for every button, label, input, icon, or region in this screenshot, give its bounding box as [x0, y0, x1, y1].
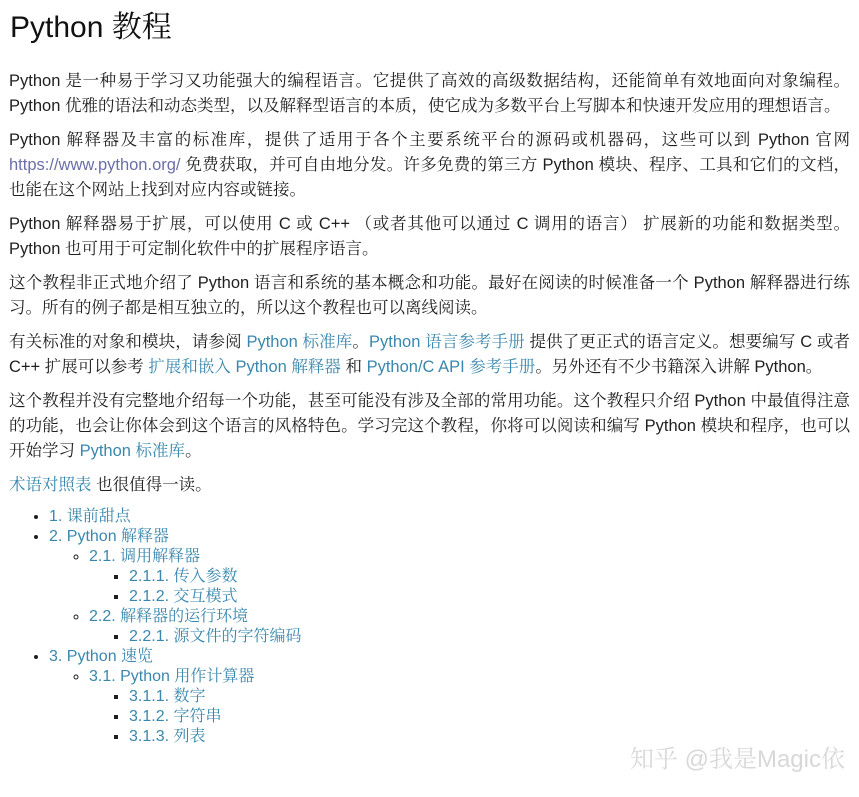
toc-item: [49, 507, 850, 527]
extending-embedding-link[interactable]: 扩展和嵌入 Python 解释器: [148, 358, 341, 376]
zhihu-watermark: 知乎 @我是Magic依: [629, 746, 845, 773]
toc-item: [129, 567, 850, 587]
toc-item: [129, 627, 850, 647]
paragraph-intro: [9, 69, 850, 119]
stdlib-link[interactable]: Python 标准库: [246, 333, 353, 351]
toc-link-numbers[interactable]: 3.1.1. 数字: [129, 688, 206, 705]
toc-item: [89, 547, 850, 607]
python-website-link[interactable]: https://www.python.org/: [9, 156, 181, 174]
paragraph-text: Python 解释器易于扩展，可以使用 C 或 C++ （或者其他可以通过 C 调用的语言） 扩展新的功能和数据类型。Python 也可用于可定制化软件中的扩展程序语言。: [9, 215, 850, 258]
toc-link-source-encoding[interactable]: 2.2.1. 源文件的字符编码: [129, 628, 302, 645]
paragraph-coverage: [9, 389, 850, 464]
paragraph-text: 提供了更正式的语言定义。想要编写 C 或者 C++ 扩展可以参考: [9, 333, 850, 376]
toc-item: [49, 527, 850, 647]
paragraph-extensibility: [9, 212, 850, 262]
toc-level-2: [49, 547, 850, 647]
toc-level-3: [89, 687, 850, 747]
toc-item: [129, 687, 850, 707]
paragraph-text: Python 是一种易于学习又功能强大的编程语言。它提供了高效的高级数据结构，还能简单有效地面向对象编程。Python 优雅的语法和动态类型，以及解释型语言的本质，使它成为多数平台上写脚本和快速开发应用的理想语言。: [9, 72, 850, 115]
toc-item: [89, 607, 850, 647]
toc-link-informal-intro[interactable]: 3. Python 速览: [49, 648, 154, 665]
toc-link-calculator[interactable]: 3.1. Python 用作计算器: [89, 668, 255, 685]
toc-link-environment[interactable]: 2.2. 解释器的运行环境: [89, 608, 249, 625]
paragraph-text: 。: [185, 442, 202, 460]
paragraph-text: 免费获取，并可自由地分发。许多免费的第三方 Python 模块、程序、工具和它们的文档，也能在这个网站上找到对应内容或链接。: [9, 156, 850, 199]
paragraph-text: 。另外还有不少书籍深入讲解 Python。: [535, 358, 823, 376]
glossary-link[interactable]: 术语对照表: [9, 476, 92, 494]
paragraph-references: [9, 330, 850, 380]
stdlib-link-2[interactable]: Python 标准库: [79, 442, 186, 460]
c-api-reference-link[interactable]: Python/C API 参考手册: [366, 358, 536, 376]
toc-item: [49, 647, 850, 747]
toc-level-3: [89, 567, 850, 607]
paragraph-text: 这个教程并没有完整地介绍每一个功能，甚至可能没有涉及全部的常用功能。这个教程只介绍 Python 中最值得注意的功能，也会让你体会到这个语言的风格特色。学习完这个教程，你将可以阅读和编写 Python 模块和程序，也可以开始学习: [9, 392, 850, 460]
paragraph-interpreter-stdlib: [9, 128, 850, 203]
paragraph-glossary: [9, 473, 850, 498]
toc-link-argument-passing[interactable]: 2.1.1. 传入参数: [129, 568, 238, 585]
toc-item: [129, 707, 850, 727]
paragraph-text: Python 解释器及丰富的标准库，提供了适用于各个主要系统平台的源码或机器码，这些可以到 Python 官网: [9, 131, 850, 149]
table-of-contents: [9, 507, 850, 747]
paragraph-text: 也很值得一读。: [91, 476, 212, 494]
toc-link-invoking[interactable]: 2.1. 调用解释器: [89, 548, 201, 565]
paragraph-text: 有关标准的对象和模块，请参阅: [9, 333, 247, 351]
toc-item: [129, 727, 850, 747]
paragraph-text: 和: [340, 358, 367, 376]
toc-link-appetite[interactable]: 1. 课前甜点: [49, 508, 131, 525]
paragraph-tutorial-informal: [9, 271, 850, 321]
page-title: Python 教程: [10, 11, 172, 44]
toc-item: [89, 667, 850, 747]
toc-link-strings[interactable]: 3.1.2. 字符串: [129, 708, 222, 725]
toc-level-3: [89, 627, 850, 647]
toc-link-interpreter[interactable]: 2. Python 解释器: [49, 528, 170, 545]
toc-level-2: [49, 667, 850, 747]
paragraph-text: 这个教程非正式地介绍了 Python 语言和系统的基本概念和功能。最好在阅读的时候准备一个 Python 解释器进行练习。所有的例子都是相互独立的，所以这个教程也可以离线阅读。: [9, 274, 850, 317]
toc-link-interactive-mode[interactable]: 2.1.2. 交互模式: [129, 588, 238, 605]
toc-link-lists[interactable]: 3.1.3. 列表: [129, 728, 206, 745]
toc-level-1: [9, 507, 850, 747]
paragraph-text: 。: [352, 333, 370, 351]
toc-item: [129, 587, 850, 607]
language-reference-link[interactable]: Python 语言参考手册: [369, 333, 525, 351]
